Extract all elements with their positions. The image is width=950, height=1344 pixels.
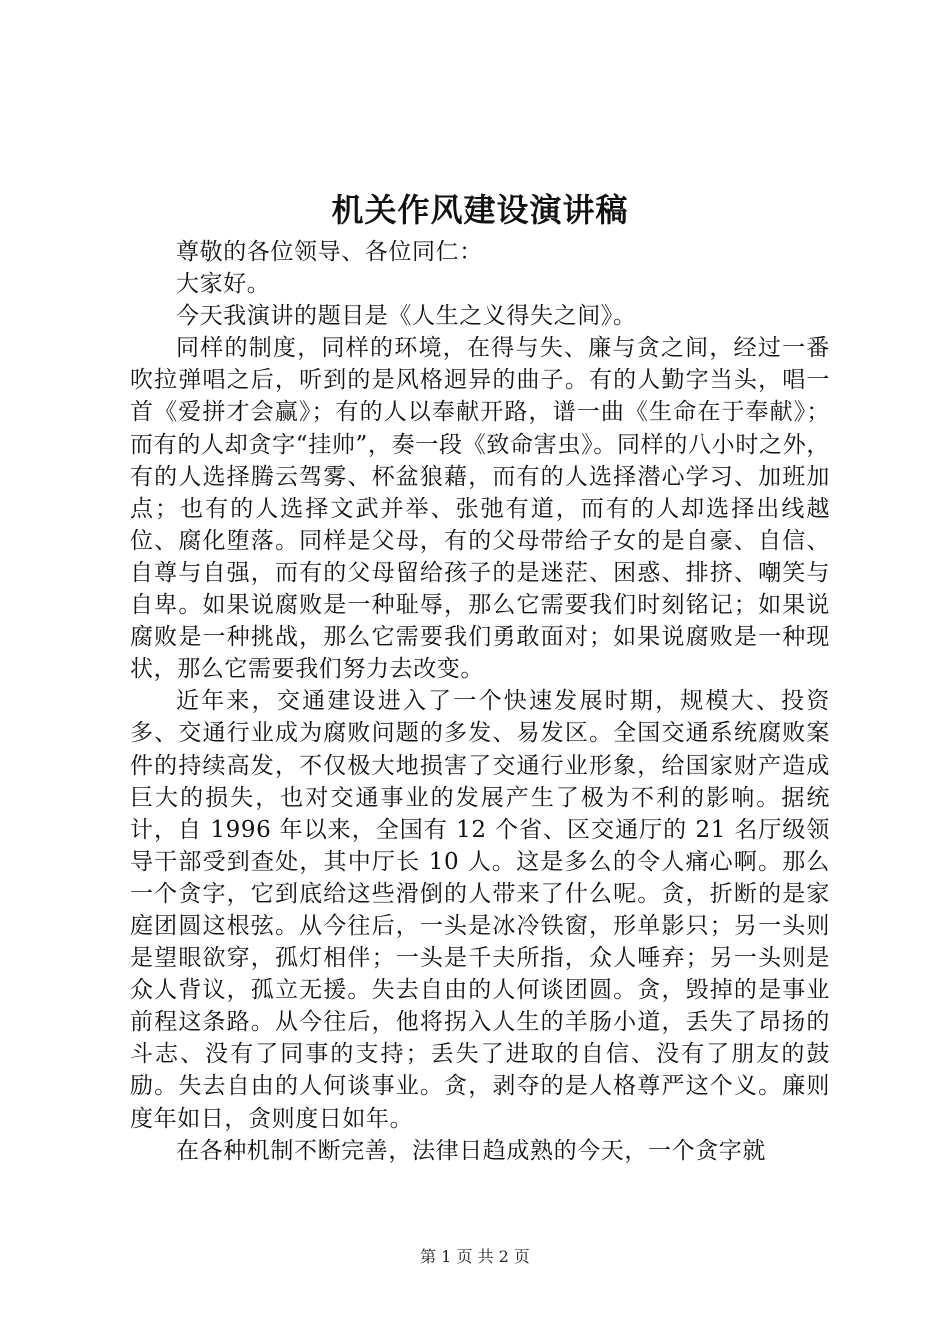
paragraph-body: 在各种机制不断完善，法律日趋成熟的今天，一个贪字就	[176, 1137, 766, 1164]
paragraph-topic: 今天我演讲的题目是《人生之义得失之间》。	[176, 303, 637, 330]
document-body	[130, 186, 830, 1167]
paragraph-body: 近年来，交通建设进入了一个快速发展时期，规模大、投资多、交通行业成为腐败问题的多发、易发区。全国交通系统腐败案件的持续高发，不仅极大地损害了交通行业形象，给国家财产造成巨大的损失，也对交通事业的发展产生了极为不利的影响。据统计，自 1996 年以来，全国有 12 个省、区交通厅的 21 名厅级领导干部受到查处，其中厅长 10 人。这是多么的令人痛心啊。那么一个贪字，它到底给这些滑倒的人带来了什么呢。贪，折断的是家庭团圆这根弦。从今往后，一头是冰冷铁窗，形单影只；另一头则是望眼欲穿，孤灯相伴；一头是千夫所指，众人唾弃；另一头则是众人背议，孤立无援。失去自由的人何谈团圆。贪，毁掉的是事业前程这条路。从今往后，他将拐入人生的羊肠小道，丢失了昂扬的斗志、没有了同事的支持；丢失了进取的自信、没有了朋友的鼓励。失去自由的人何谈事业。贪，剥夺的是人格尊严这个义。廉则度年如日，贪则度日如年。	[130, 688, 830, 1132]
paragraph-salutation: 尊敬的各位领导、各位同仁：	[176, 239, 483, 265]
paragraph-greeting: 大家好。	[176, 271, 271, 298]
page-number-footer: 第 1 页 共 2 页	[420, 1247, 530, 1266]
paragraph-body: 同样的制度，同样的环境，在得与失、廉与贪之间，经过一番吹拉弹唱之后，听到的是风格迥异的曲子。有的人勤字当头，唱一首《爱拼才会赢》；有的人以奉献开路，谱一曲《生命在于奉献》；而有的人却贪字“挂帅”，奏一段《致命害虫》。同样的八小时之外，有的人选择腾云驾雾、杯盆狼藉，而有的人选择潜心学习、加班加点；也有的人选择文武并举、张弛有道，而有的人却选择出线越位、腐化堕落。同样是父母，有的父母带给子女的是自豪、自信、自尊与自强，而有的父母留给孩子的是迷茫、困惑、排挤、嘲笑与自卑。如果说腐败是一种耻辱，那么它需要我们时刻铭记；如果说腐败是一种挑战，那么它需要我们勇敢面对；如果说腐败是一种现状，那么它需要我们努力去改变。	[130, 335, 830, 683]
document-title: 机关作风建设演讲稿	[331, 191, 629, 229]
